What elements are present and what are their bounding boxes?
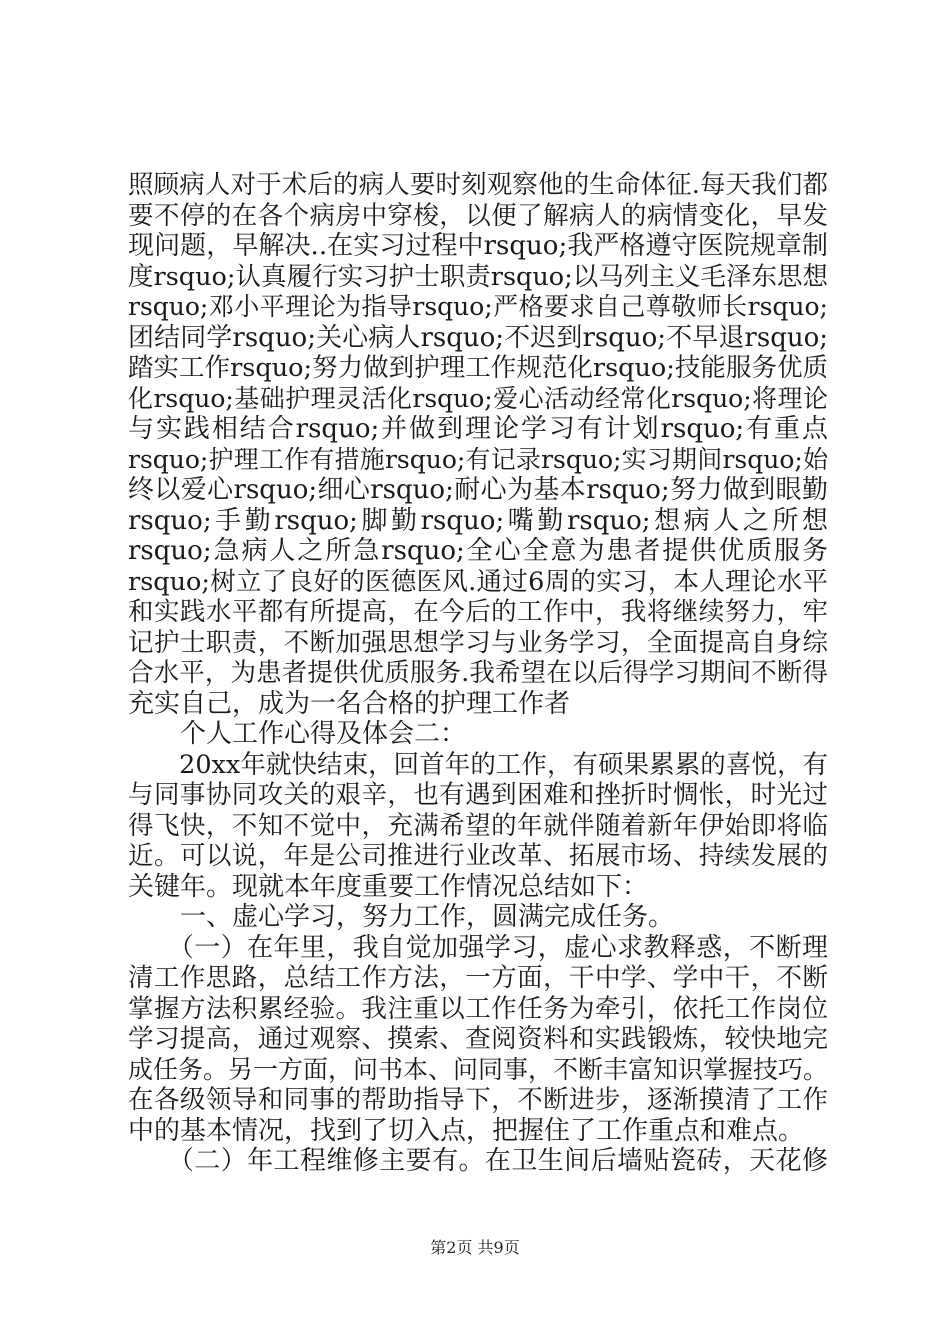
text-line: 合水平，为患者提供优质服务.我希望在以后得学习期间不断得 (128, 658, 828, 688)
text-line: 清工作思路，总结工作方法，一方面，干中学、学中干，不断 (128, 963, 828, 993)
text-line: 得飞快，不知不觉中，充满希望的年就伴随着新年伊始即将临 (128, 810, 828, 841)
text-line: 度rsquo;认真履行实习护士职责rsquo;以马列主义毛泽东思想 (128, 261, 828, 292)
text-line: rsquo;急病人之所急rsquo;全心全意为患者提供优质服务 (128, 536, 828, 566)
text-line: （一）在年里，我自觉加强学习，虚心求教释惑，不断理 (128, 932, 828, 963)
page-number-footer: 第2页 共9页 (430, 1238, 520, 1257)
text-line: 成任务。另一方面，问书本、问同事，不断丰富知识掌握技巧。 (128, 1054, 828, 1084)
paragraph-end-line: 中的基本情况，找到了切入点，把握住了工作重点和难点。 (128, 1115, 805, 1146)
text-line: 与实践相结合rsquo;并做到理论学习有计划rsquo;有重点 (128, 414, 828, 444)
text-line: 学习提高，通过观察、摸索、查阅资料和实践锻炼，较快地完 (128, 1024, 828, 1054)
paragraph-end-line: 关键年。现就本年度重要工作情况总结如下： (128, 871, 649, 902)
paragraph-end-line: 充实自己，成为一名合格的护理工作者 (128, 688, 571, 719)
text-line: 掌握方法积累经验。我注重以工作任务为牵引，依托工作岗位 (128, 993, 828, 1024)
text-line: 照顾病人对于术后的病人要时刻观察他的生命体征.每天我们都 (128, 170, 828, 200)
text-line: rsquo;护理工作有措施rsquo;有记录rsquo;实习期间rsquo;始 (128, 444, 828, 474)
text-line: 要不停的在各个病房中穿梭，以便了解病人的病情变化，早发 (128, 200, 828, 231)
text-line: 在各级领导和同事的帮助指导下，不断进步，逐渐摸清了工作 (128, 1085, 828, 1115)
section-heading: 一、虚心学习，努力工作，圆满完成任务。 (128, 902, 675, 932)
text-line: 终以爱心rsquo;细心rsquo;耐心为基本rsquo;努力做到眼勤 (128, 475, 828, 505)
text-line: 和实践水平都有所提高，在今后的工作中，我将继续努力，牢 (128, 597, 828, 627)
section-heading: 个人工作心得及体会二： (128, 719, 467, 749)
text-line: rsquo;树立了良好的医德医风.通过6周的实习，本人理论水平 (128, 566, 828, 597)
text-line: 团结同学rsquo;关心病人rsquo;不迟到rsquo;不早退rsquo; (128, 322, 828, 353)
text-line: 化rsquo;基础护理灵活化rsquo;爱心活动经常化rsquo;将理论 (128, 383, 828, 413)
text-line: 20xx年就快结束，回首年的工作，有硕果累累的喜悦，有 (128, 749, 828, 780)
text-line: rsquo;邓小平理论为指导rsquo;严格要求自己尊敬师长rsquo; (128, 292, 828, 321)
text-line: rsquo;手勤rsquo;脚勤rsquo;嘴勤rsquo;想病人之所想 (128, 505, 828, 536)
text-line: 现问题，早解决..在实习过程中rsquo;我严格遵守医院规章制 (128, 231, 828, 261)
text-line: 踏实工作rsquo;努力做到护理工作规范化rsquo;技能服务优质 (128, 353, 828, 383)
text-line: 近。可以说，年是公司推进行业改革、拓展市场、持续发展的 (128, 841, 828, 871)
text-line: （二）年工程维修主要有。在卫生间后墙贴瓷砖，天花修 (128, 1146, 828, 1176)
text-line: 记护士职责，不断加强思想学习与业务学习，全面提高自身综 (128, 627, 828, 658)
text-line: 与同事协同攻关的艰辛，也有遇到困难和挫折时惆怅，时光过 (128, 780, 828, 810)
body-text (128, 170, 828, 1177)
